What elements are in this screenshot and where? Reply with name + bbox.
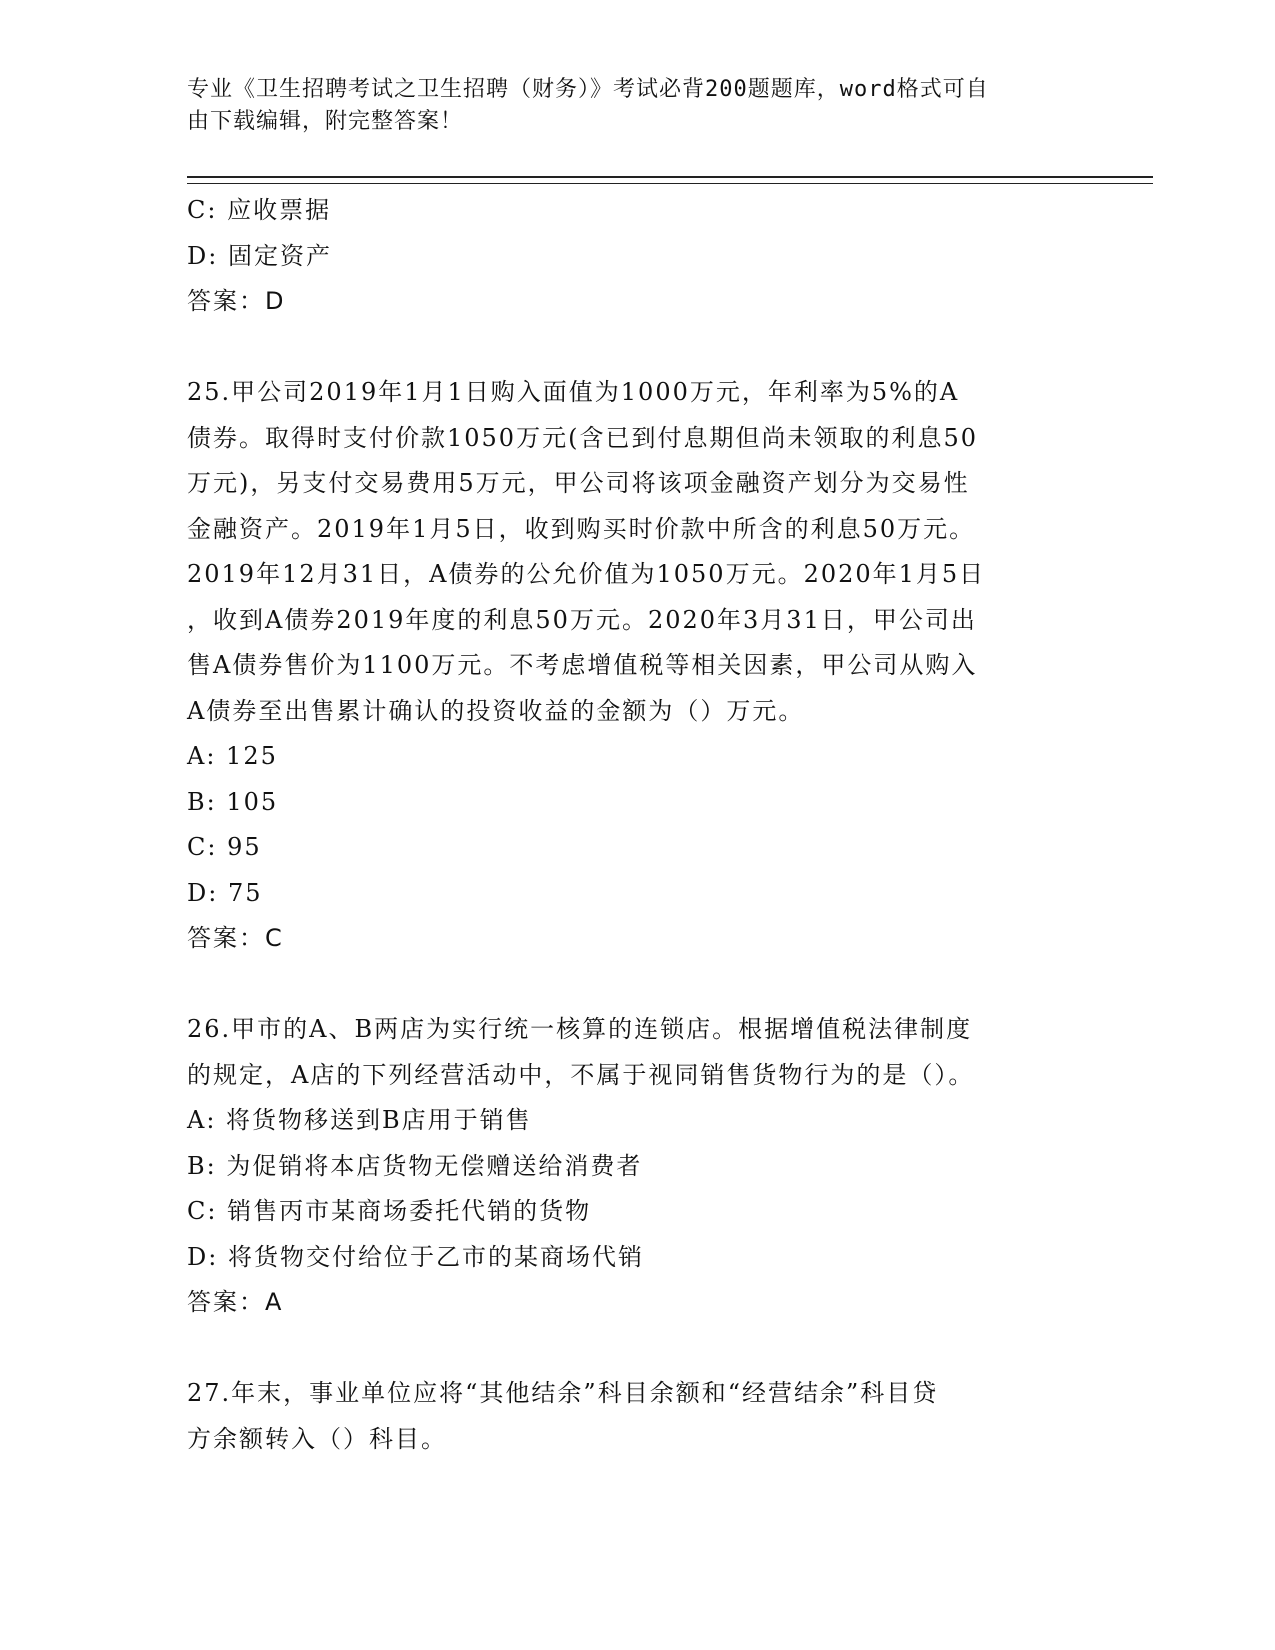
spacer xyxy=(187,1326,1087,1372)
question-line: 2019年12月31日，A债券的公允价值为1050万元。2020年1月5日 xyxy=(187,560,986,588)
question-line: 金融资产。2019年1月5日，收到购买时价款中所含的利息50万元。 xyxy=(187,514,976,543)
spacer xyxy=(187,325,1087,371)
option-c: C: 销售丙市某商场委托代销的货物 xyxy=(187,1197,592,1225)
answer-text: 答案：C xyxy=(187,924,284,952)
header-divider xyxy=(187,176,1153,184)
option-b: B: 105 xyxy=(187,787,279,816)
question-line: 27.年末，事业单位应将“其他结余”科目余额和“经营结余”科目贷 xyxy=(187,1379,939,1407)
header-title-line-1: 专业《卫生招聘考试之卫生招聘（财务）》考试必背200题题库，word格式可自 xyxy=(187,77,989,102)
option-c: C: 应收票据 xyxy=(187,196,332,224)
question-line: 的规定，A店的下列经营活动中，不属于视同销售货物行为的是（）。 xyxy=(187,1060,975,1089)
header-title-line-2: 由下载编辑，附完整答案！ xyxy=(187,109,464,134)
question-content xyxy=(187,188,1087,1462)
question-line: 售A债券售价为1100万元。不考虑增值税等相关因素，甲公司从购入 xyxy=(187,651,978,679)
question-line: ，收到A债券2019年度的利息50万元。2020年3月31日，甲公司出 xyxy=(187,605,977,634)
question-25 xyxy=(187,370,1087,962)
question-line: 26.甲市的A、B两店为实行统一核算的连锁店。根据增值税法律制度 xyxy=(187,1015,973,1043)
question-line: 万元)，另支付交易费用5万元，甲公司将该项金融资产划分为交易性 xyxy=(187,469,970,497)
question-27 xyxy=(187,1371,1087,1462)
question-line: 方余额转入（）科目。 xyxy=(187,1424,447,1453)
question-line: 25.甲公司2019年1月1日购入面值为1000万元，年利率为5%的A xyxy=(187,378,960,406)
page-header xyxy=(187,74,1067,138)
question-24-tail xyxy=(187,188,1087,325)
option-c: C: 95 xyxy=(187,833,262,861)
option-b: B: 为促销将本店货物无偿赠送给消费者 xyxy=(187,1151,643,1180)
option-d: D: 固定资产 xyxy=(187,241,332,270)
option-d: D: 将货物交付给位于乙市的某商场代销 xyxy=(187,1242,644,1271)
question-26 xyxy=(187,1007,1087,1326)
question-line: 债券。取得时支付价款1050万元(含已到付息期但尚未领取的利息50 xyxy=(187,423,978,452)
spacer xyxy=(187,962,1087,1008)
option-a: A: 将货物移送到B店用于销售 xyxy=(187,1106,532,1134)
question-line: A债券至出售累计确认的投资收益的金额为（）万元。 xyxy=(187,696,805,725)
answer-text: 答案：A xyxy=(187,1288,284,1316)
option-a: A: 125 xyxy=(187,742,278,770)
answer-text: 答案：D xyxy=(187,287,286,315)
option-d: D: 75 xyxy=(187,878,263,907)
